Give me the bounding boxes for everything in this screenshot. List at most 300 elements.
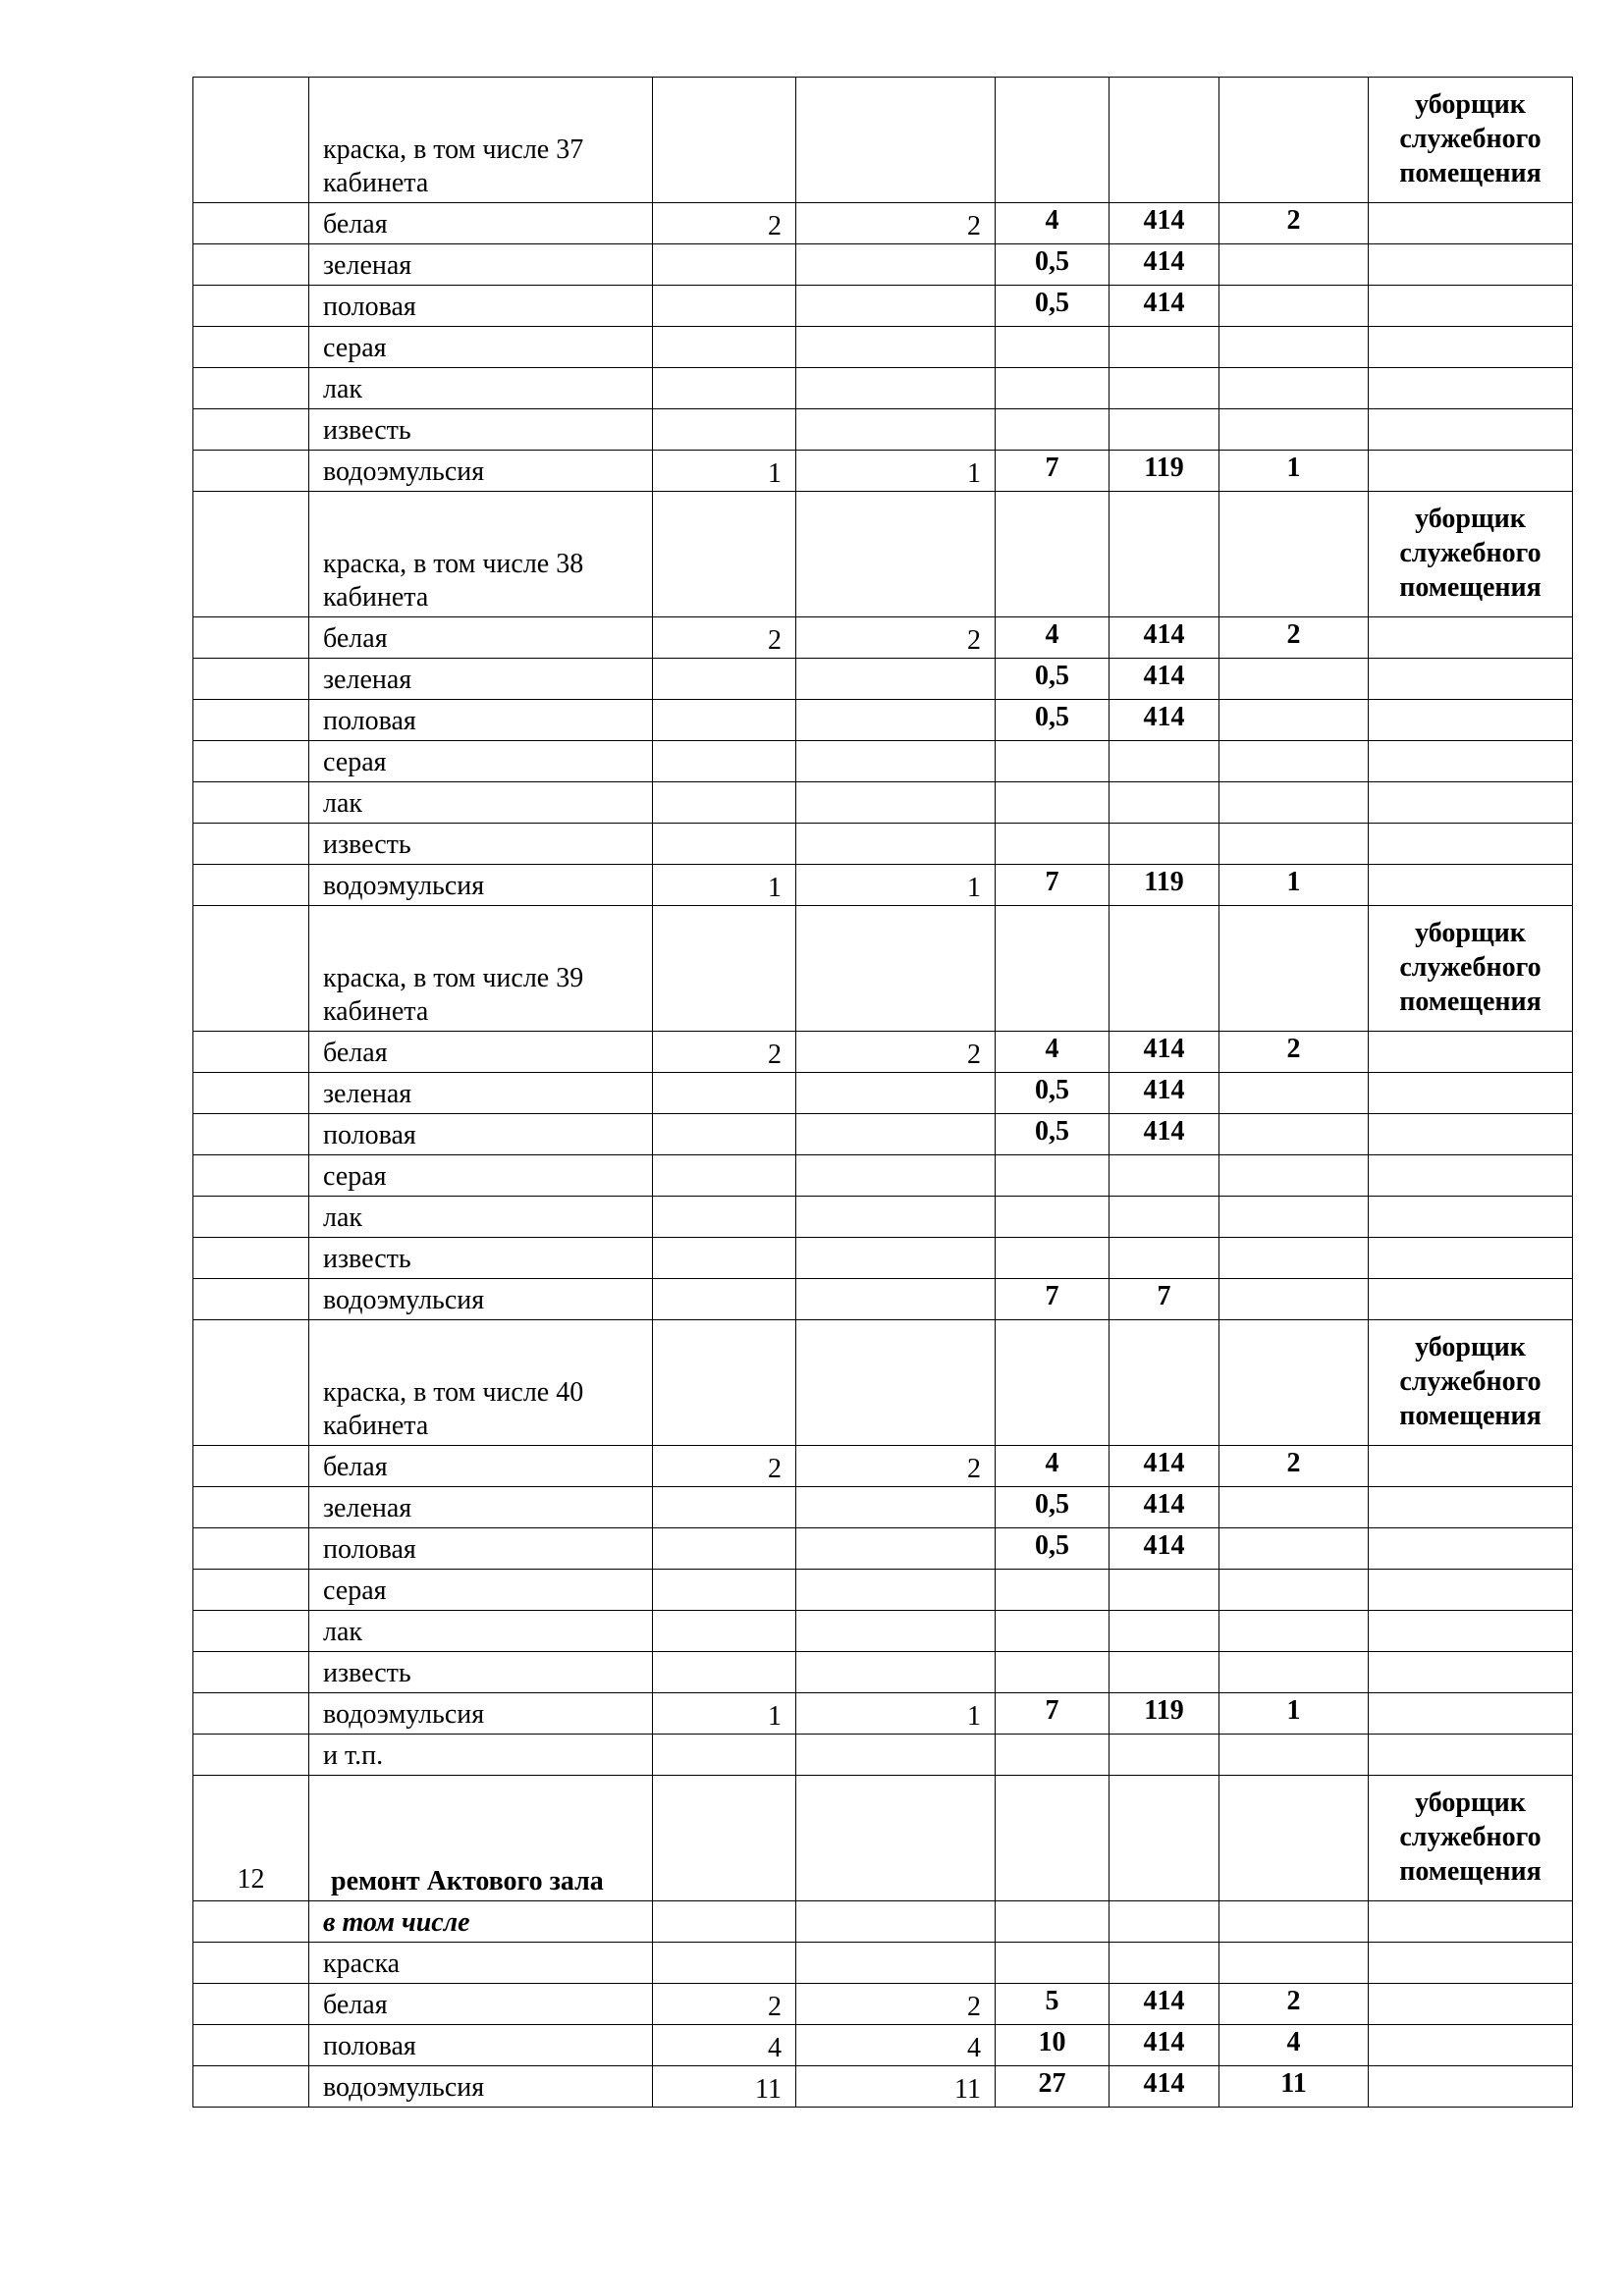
- qty-cell-2: 1: [796, 451, 996, 492]
- qty-cell-1: 11: [653, 2066, 796, 2108]
- qty-cell-4: 414: [1110, 2066, 1219, 2108]
- table-row: [193, 741, 1573, 782]
- qty-cell-5: [1219, 1652, 1369, 1693]
- qty-cell-4: [1110, 1611, 1219, 1652]
- qty-cell-3: 5: [996, 1984, 1110, 2025]
- row-number-cell: [193, 368, 309, 409]
- qty-cell-4: 414: [1110, 1446, 1219, 1487]
- qty-cell-2: 1: [796, 865, 996, 906]
- item-name-cell: серая: [309, 1570, 653, 1611]
- responsible-cell: [1369, 1652, 1573, 1693]
- table-row: [193, 1197, 1573, 1238]
- qty-cell-5: [1219, 1155, 1369, 1197]
- qty-cell-4: [1110, 741, 1219, 782]
- row-number-cell: [193, 1446, 309, 1487]
- qty-cell-5: [1219, 327, 1369, 368]
- item-name-cell: и т.п.: [309, 1735, 653, 1776]
- qty-cell-1: [653, 1487, 796, 1528]
- row-number-cell: [193, 203, 309, 244]
- qty-cell-3: [996, 492, 1110, 617]
- responsible-cell: [1369, 1943, 1573, 1984]
- qty-cell-2: 2: [796, 1984, 996, 2025]
- item-name-cell: известь: [309, 409, 653, 451]
- qty-cell-3: 0,5: [996, 1114, 1110, 1155]
- responsible-cell: [1369, 659, 1573, 700]
- item-name-cell: серая: [309, 327, 653, 368]
- qty-cell-3: 7: [996, 451, 1110, 492]
- row-number-cell: [193, 1735, 309, 1776]
- qty-cell-5: 1: [1219, 451, 1369, 492]
- qty-cell-3: 10: [996, 2025, 1110, 2066]
- qty-cell-3: [996, 368, 1110, 409]
- qty-cell-2: 1: [796, 1693, 996, 1735]
- responsible-cell: [1369, 782, 1573, 824]
- qty-cell-1: [653, 1570, 796, 1611]
- responsible-cell: [1369, 1114, 1573, 1155]
- row-number-cell: [193, 1320, 309, 1446]
- responsible-cell: [1369, 1528, 1573, 1570]
- qty-cell-5: [1219, 1197, 1369, 1238]
- qty-cell-2: [796, 1735, 996, 1776]
- responsible-cell: уборщик служебного помещения: [1369, 1776, 1573, 1901]
- qty-cell-3: [996, 1197, 1110, 1238]
- qty-cell-2: 4: [796, 2025, 996, 2066]
- row-number-cell: [193, 1611, 309, 1652]
- qty-cell-5: [1219, 659, 1369, 700]
- responsible-cell: [1369, 327, 1573, 368]
- table-row: [193, 1073, 1573, 1114]
- qty-cell-5: [1219, 782, 1369, 824]
- qty-cell-3: [996, 1155, 1110, 1197]
- qty-cell-2: [796, 1487, 996, 1528]
- row-number-cell: [193, 659, 309, 700]
- qty-cell-4: [1110, 824, 1219, 865]
- row-number-cell: [193, 1570, 309, 1611]
- qty-cell-4: 414: [1110, 1984, 1219, 2025]
- row-number-cell: [193, 782, 309, 824]
- row-number-cell: [193, 1032, 309, 1073]
- qty-cell-2: [796, 1238, 996, 1279]
- qty-cell-1: [653, 1073, 796, 1114]
- responsible-cell: [1369, 1032, 1573, 1073]
- row-number-cell: [193, 700, 309, 741]
- table-row: [193, 203, 1573, 244]
- qty-cell-5: [1219, 1487, 1369, 1528]
- qty-cell-4: 414: [1110, 1528, 1219, 1570]
- row-number-cell: [193, 1984, 309, 2025]
- qty-cell-2: [796, 286, 996, 327]
- qty-cell-4: 414: [1110, 617, 1219, 659]
- row-number-cell: [193, 244, 309, 286]
- qty-cell-2: [796, 327, 996, 368]
- responsible-cell: [1369, 1197, 1573, 1238]
- table-row: [193, 1984, 1573, 2025]
- qty-cell-1: [653, 368, 796, 409]
- qty-cell-1: 1: [653, 451, 796, 492]
- group-header-row: [193, 1320, 1573, 1446]
- qty-cell-3: 0,5: [996, 1073, 1110, 1114]
- qty-cell-1: [653, 1611, 796, 1652]
- qty-cell-5: [1219, 1073, 1369, 1114]
- qty-cell-4: [1110, 1155, 1219, 1197]
- qty-cell-3: [996, 409, 1110, 451]
- qty-cell-4: 119: [1110, 1693, 1219, 1735]
- item-name-cell: лак: [309, 368, 653, 409]
- qty-cell-1: [653, 1528, 796, 1570]
- qty-cell-3: [996, 824, 1110, 865]
- qty-cell-2: [796, 659, 996, 700]
- qty-cell-2: [796, 1073, 996, 1114]
- qty-cell-3: [996, 1901, 1110, 1943]
- qty-cell-1: [653, 1901, 796, 1943]
- qty-cell-1: [653, 244, 796, 286]
- qty-cell-4: 7: [1110, 1279, 1219, 1320]
- qty-cell-3: [996, 782, 1110, 824]
- responsible-cell: [1369, 368, 1573, 409]
- qty-cell-4: [1110, 1652, 1219, 1693]
- responsible-cell: [1369, 203, 1573, 244]
- table-row: [193, 286, 1573, 327]
- table-row: [193, 865, 1573, 906]
- qty-cell-5: [1219, 700, 1369, 741]
- materials-table: [192, 77, 1573, 2108]
- table-row: [193, 1611, 1573, 1652]
- row-number-cell: [193, 409, 309, 451]
- item-name-cell: водоэмульсия: [309, 451, 653, 492]
- qty-cell-1: [653, 700, 796, 741]
- row-number-cell: [193, 2025, 309, 2066]
- qty-cell-5: [1219, 368, 1369, 409]
- table-row: [193, 1693, 1573, 1735]
- row-number-cell: [193, 1693, 309, 1735]
- responsible-cell: [1369, 1570, 1573, 1611]
- qty-cell-2: [796, 1570, 996, 1611]
- qty-cell-1: 2: [653, 1984, 796, 2025]
- qty-cell-1: [653, 1114, 796, 1155]
- row-number-cell: [193, 1238, 309, 1279]
- item-name-cell: белая: [309, 1446, 653, 1487]
- responsible-cell: [1369, 1487, 1573, 1528]
- row-number-cell: [193, 2066, 309, 2108]
- responsible-cell: [1369, 1735, 1573, 1776]
- qty-cell-4: [1110, 368, 1219, 409]
- row-number-cell: [193, 78, 309, 203]
- item-name-cell: половая: [309, 1528, 653, 1570]
- row-number-cell: 12: [193, 1776, 309, 1901]
- qty-cell-3: 4: [996, 1032, 1110, 1073]
- table-row: [193, 659, 1573, 700]
- paint-label-cell: краска: [309, 1943, 653, 1984]
- qty-cell-4: [1110, 409, 1219, 451]
- table-row: [193, 2025, 1573, 2066]
- qty-cell-5: 2: [1219, 203, 1369, 244]
- qty-cell-5: [1219, 1776, 1369, 1901]
- qty-cell-5: [1219, 1901, 1369, 1943]
- qty-cell-5: [1219, 286, 1369, 327]
- qty-cell-4: [1110, 1570, 1219, 1611]
- qty-cell-4: [1110, 1320, 1219, 1446]
- group-title-cell: краска, в том числе 40 кабинета: [309, 1320, 653, 1446]
- qty-cell-5: [1219, 906, 1369, 1032]
- table-row: [193, 782, 1573, 824]
- qty-cell-4: 414: [1110, 2025, 1219, 2066]
- qty-cell-4: [1110, 1197, 1219, 1238]
- qty-cell-3: 0,5: [996, 659, 1110, 700]
- qty-cell-5: [1219, 1735, 1369, 1776]
- item-name-cell: водоэмульсия: [309, 2066, 653, 2108]
- paint-row: [193, 1943, 1573, 1984]
- qty-cell-4: [1110, 782, 1219, 824]
- table-row: [193, 824, 1573, 865]
- qty-cell-2: 2: [796, 1446, 996, 1487]
- table-row: [193, 1238, 1573, 1279]
- qty-cell-3: [996, 1735, 1110, 1776]
- row-number-cell: [193, 1901, 309, 1943]
- row-number-cell: [193, 1155, 309, 1197]
- item-name-cell: белая: [309, 1984, 653, 2025]
- item-name-cell: половая: [309, 700, 653, 741]
- responsible-cell: [1369, 1073, 1573, 1114]
- table-row: [193, 409, 1573, 451]
- table-row: [193, 1279, 1573, 1320]
- qty-cell-3: [996, 1611, 1110, 1652]
- qty-cell-2: [796, 824, 996, 865]
- row-number-cell: [193, 1197, 309, 1238]
- qty-cell-4: 414: [1110, 244, 1219, 286]
- qty-cell-2: [796, 1155, 996, 1197]
- qty-cell-1: 4: [653, 2025, 796, 2066]
- qty-cell-2: [796, 906, 996, 1032]
- table-row: [193, 2066, 1573, 2108]
- row-number-cell: [193, 824, 309, 865]
- qty-cell-2: [796, 492, 996, 617]
- qty-cell-3: [996, 741, 1110, 782]
- qty-cell-5: 2: [1219, 617, 1369, 659]
- qty-cell-3: [996, 906, 1110, 1032]
- qty-cell-3: 0,5: [996, 700, 1110, 741]
- responsible-cell: [1369, 2025, 1573, 2066]
- qty-cell-1: [653, 492, 796, 617]
- qty-cell-3: [996, 1776, 1110, 1901]
- qty-cell-5: [1219, 741, 1369, 782]
- qty-cell-2: [796, 1652, 996, 1693]
- qty-cell-5: [1219, 492, 1369, 617]
- qty-cell-4: [1110, 327, 1219, 368]
- qty-cell-5: [1219, 1943, 1369, 1984]
- responsible-cell: [1369, 1693, 1573, 1735]
- qty-cell-3: [996, 78, 1110, 203]
- qty-cell-4: [1110, 1776, 1219, 1901]
- qty-cell-3: [996, 1570, 1110, 1611]
- table-row: [193, 1032, 1573, 1073]
- row-number-cell: [193, 1528, 309, 1570]
- qty-cell-2: [796, 1901, 996, 1943]
- qty-cell-5: 2: [1219, 1984, 1369, 2025]
- row-number-cell: [193, 1652, 309, 1693]
- row-number-cell: [193, 906, 309, 1032]
- qty-cell-5: [1219, 824, 1369, 865]
- group-header-row: [193, 906, 1573, 1032]
- section-header-row: [193, 1776, 1573, 1901]
- qty-cell-2: [796, 1611, 996, 1652]
- item-name-cell: зеленая: [309, 1073, 653, 1114]
- responsible-cell: [1369, 865, 1573, 906]
- table-row: [193, 244, 1573, 286]
- section-title-cell: ремонт Актового зала: [309, 1776, 653, 1901]
- item-name-cell: белая: [309, 203, 653, 244]
- qty-cell-2: [796, 368, 996, 409]
- table-row: [193, 1570, 1573, 1611]
- table-row: [193, 1446, 1573, 1487]
- row-number-cell: [193, 617, 309, 659]
- row-number-cell: [193, 1943, 309, 1984]
- qty-cell-3: 0,5: [996, 244, 1110, 286]
- row-number-cell: [193, 327, 309, 368]
- qty-cell-3: 0,5: [996, 286, 1110, 327]
- responsible-cell: [1369, 824, 1573, 865]
- qty-cell-3: 4: [996, 617, 1110, 659]
- item-name-cell: лак: [309, 1611, 653, 1652]
- qty-cell-1: [653, 1735, 796, 1776]
- group-header-row: [193, 492, 1573, 617]
- table-row: [193, 700, 1573, 741]
- responsible-cell: [1369, 244, 1573, 286]
- qty-cell-3: 7: [996, 1693, 1110, 1735]
- qty-cell-4: [1110, 1735, 1219, 1776]
- responsible-cell: [1369, 617, 1573, 659]
- qty-cell-4: 414: [1110, 286, 1219, 327]
- qty-cell-4: 414: [1110, 700, 1219, 741]
- row-number-cell: [193, 1279, 309, 1320]
- qty-cell-2: [796, 1279, 996, 1320]
- qty-cell-3: [996, 1238, 1110, 1279]
- qty-cell-4: [1110, 78, 1219, 203]
- qty-cell-2: [796, 700, 996, 741]
- item-name-cell: зеленая: [309, 1487, 653, 1528]
- group-title-cell: краска, в том числе 39 кабинета: [309, 906, 653, 1032]
- item-name-cell: зеленая: [309, 659, 653, 700]
- qty-cell-2: 11: [796, 2066, 996, 2108]
- item-name-cell: половая: [309, 286, 653, 327]
- group-header-row: [193, 78, 1573, 203]
- qty-cell-2: [796, 1528, 996, 1570]
- qty-cell-3: [996, 327, 1110, 368]
- qty-cell-3: 7: [996, 865, 1110, 906]
- qty-cell-5: [1219, 1570, 1369, 1611]
- qty-cell-1: [653, 782, 796, 824]
- qty-cell-5: [1219, 1528, 1369, 1570]
- item-name-cell: известь: [309, 1652, 653, 1693]
- qty-cell-4: 414: [1110, 1114, 1219, 1155]
- row-number-cell: [193, 741, 309, 782]
- row-number-cell: [193, 451, 309, 492]
- table-row: [193, 1652, 1573, 1693]
- responsible-cell: [1369, 741, 1573, 782]
- qty-cell-2: [796, 409, 996, 451]
- qty-cell-1: [653, 1279, 796, 1320]
- item-name-cell: белая: [309, 617, 653, 659]
- qty-cell-1: [653, 286, 796, 327]
- qty-cell-1: [653, 327, 796, 368]
- item-name-cell: водоэмульсия: [309, 1693, 653, 1735]
- table-row: [193, 1735, 1573, 1776]
- table-row: [193, 327, 1573, 368]
- qty-cell-5: [1219, 1320, 1369, 1446]
- qty-cell-1: [653, 1320, 796, 1446]
- qty-cell-1: [653, 78, 796, 203]
- qty-cell-2: [796, 1943, 996, 1984]
- qty-cell-2: [796, 741, 996, 782]
- qty-cell-4: 119: [1110, 865, 1219, 906]
- responsible-cell: [1369, 1901, 1573, 1943]
- table-row: [193, 1528, 1573, 1570]
- responsible-cell: [1369, 286, 1573, 327]
- group-title-cell: краска, в том числе 38 кабинета: [309, 492, 653, 617]
- item-name-cell: лак: [309, 782, 653, 824]
- qty-cell-3: 7: [996, 1279, 1110, 1320]
- responsible-cell: [1369, 451, 1573, 492]
- item-name-cell: серая: [309, 741, 653, 782]
- qty-cell-5: 2: [1219, 1446, 1369, 1487]
- qty-cell-3: 4: [996, 203, 1110, 244]
- qty-cell-1: 1: [653, 1693, 796, 1735]
- table-row: [193, 451, 1573, 492]
- responsible-cell: уборщик служебного помещения: [1369, 78, 1573, 203]
- qty-cell-1: 2: [653, 617, 796, 659]
- qty-cell-5: [1219, 1611, 1369, 1652]
- responsible-cell: [1369, 1446, 1573, 1487]
- qty-cell-4: 414: [1110, 1073, 1219, 1114]
- qty-cell-2: [796, 1776, 996, 1901]
- row-number-cell: [193, 1114, 309, 1155]
- qty-cell-1: [653, 906, 796, 1032]
- qty-cell-5: 4: [1219, 2025, 1369, 2066]
- responsible-cell: уборщик служебного помещения: [1369, 1320, 1573, 1446]
- responsible-cell: [1369, 2066, 1573, 2108]
- qty-cell-5: [1219, 1114, 1369, 1155]
- qty-cell-3: 0,5: [996, 1487, 1110, 1528]
- item-name-cell: водоэмульсия: [309, 865, 653, 906]
- row-number-cell: [193, 1073, 309, 1114]
- qty-cell-4: 119: [1110, 451, 1219, 492]
- qty-cell-2: [796, 78, 996, 203]
- responsible-cell: уборщик служебного помещения: [1369, 492, 1573, 617]
- item-name-cell: зеленая: [309, 244, 653, 286]
- qty-cell-4: 414: [1110, 203, 1219, 244]
- qty-cell-2: [796, 1320, 996, 1446]
- qty-cell-1: [653, 1652, 796, 1693]
- item-name-cell: половая: [309, 1114, 653, 1155]
- qty-cell-1: 2: [653, 203, 796, 244]
- qty-cell-5: [1219, 244, 1369, 286]
- qty-cell-3: [996, 1943, 1110, 1984]
- row-number-cell: [193, 865, 309, 906]
- including-row: [193, 1901, 1573, 1943]
- qty-cell-2: [796, 782, 996, 824]
- item-name-cell: водоэмульсия: [309, 1279, 653, 1320]
- qty-cell-1: [653, 1197, 796, 1238]
- qty-cell-3: 0,5: [996, 1528, 1110, 1570]
- qty-cell-2: [796, 1197, 996, 1238]
- qty-cell-3: [996, 1652, 1110, 1693]
- qty-cell-5: [1219, 78, 1369, 203]
- qty-cell-1: [653, 409, 796, 451]
- table-row: [193, 1155, 1573, 1197]
- qty-cell-5: [1219, 409, 1369, 451]
- responsible-cell: [1369, 1611, 1573, 1652]
- responsible-cell: [1369, 700, 1573, 741]
- qty-cell-1: [653, 1776, 796, 1901]
